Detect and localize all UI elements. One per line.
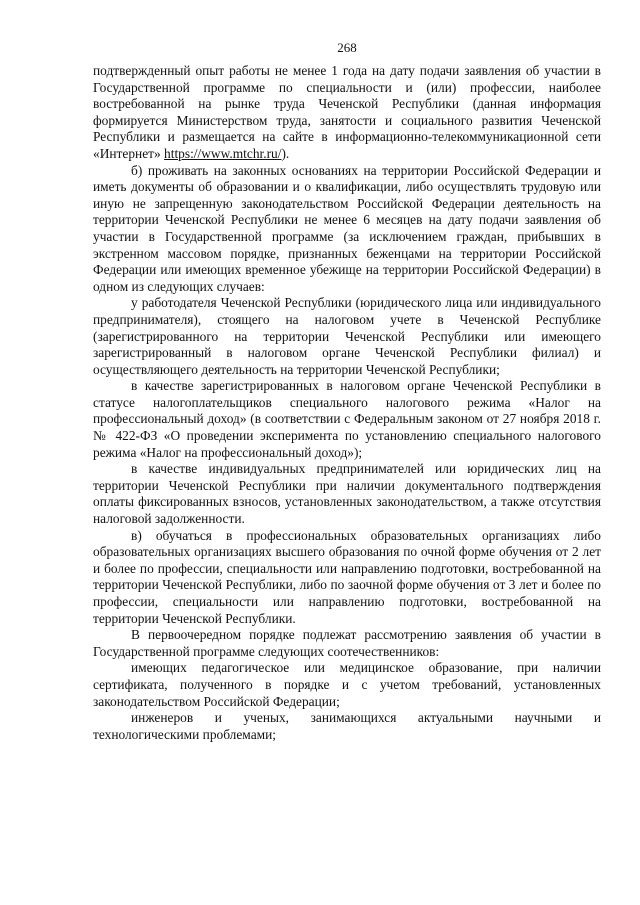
mtchr-site-link[interactable]: https://www.mtchr.ru/ — [164, 145, 282, 161]
paragraph-employer: у работодателя Чеченской Республики (юридического лица или индивидуального предпринимателя), стоящего на налоговом учете в Чеченской Республике (зарегистрированного на территории Чеченской Республики или имеющего зарегистрированный в налоговом органе Чеченской Республики филиал) и осуществляющего деятельность на территории Чеченской Республики; — [93, 295, 601, 377]
paragraph-work-experience — [93, 63, 601, 163]
paragraph-priority: В первоочередном порядке подлежат рассмотрению заявления об участии в Государственной программе следующих соотечественников: — [93, 627, 601, 659]
paragraph-entrepreneurs: в качестве индивидуальных предпринимателей или юридических лиц на территории Чеченской Республики при наличии документального подтверждения оплаты фиксированных взносов, установленных законодательством, а также отсутствия налоговой задолженности. — [93, 461, 601, 527]
document-page — [93, 40, 601, 743]
paragraph-engineers-scientists: инженеров и ученых, занимающихся актуальными научными и технологическими проблемами; — [93, 710, 601, 742]
paragraph-self-employed: в качестве зарегистрированных в налоговом органе Чеченской Республики в статусе налогоплательщиков специального налогового режима «Налог на профессиональный доход» (в соответствии с Федеральным законом от 27 ноября 2018 г. № 422-ФЗ «О проведении эксперимента по установлению специального налогового режима «Налог на профессиональный доход»); — [93, 378, 601, 460]
paragraph-item-b: б) проживать на законных основаниях на территории Российской Федерации и иметь документы об образовании и о квалификации, либо осуществлять трудовую или иную не запрещенную законодательством Российской Федерации деятельность на территории Чеченской Республики не менее 6 месяцев на дату подачи заявления об участии в Государственной программе (за исключением граждан, прибывших в экстренном массовом порядке, признанных беженцами на территории Российской Федерации или имеющих временное убежище на территории Российской Федерации) в одном из следующих случаев: — [93, 162, 601, 294]
page-number: 268 — [337, 40, 357, 55]
paragraph-work-experience-end: ). — [281, 145, 290, 161]
paragraph-pedagogical-medical: имеющих педагогическое или медицинское образование, при наличии сертификата, полученного в порядке и с учетом требований, установленных законодательством Российской Федерации; — [93, 660, 601, 709]
paragraph-item-v: в) обучаться в профессиональных образовательных организациях либо образовательных организациях высшего образования по очной форме обучения от 2 лет и более по профессии, специальности или направлению подготовки, востребованной на территории Чеченской Республики, либо по заочной форме обучения от 3 лет и более по профессии, специальности или направлению подготовки, востребованной на территории Чеченской Республики. — [93, 527, 601, 626]
paragraph-work-experience-text: подтвержденный опыт работы не менее 1 года на дату подачи заявления об участии в Государственной программе по специальности и (или) профессии, наиболее востребованной на рынке труда Чеченской Республики (данная информация формируется Министерством труда, занятости и социального развития Чеченской Республики и размещается на сайте в информационно-телекоммуникационной сети «Интернет» — [93, 63, 601, 161]
